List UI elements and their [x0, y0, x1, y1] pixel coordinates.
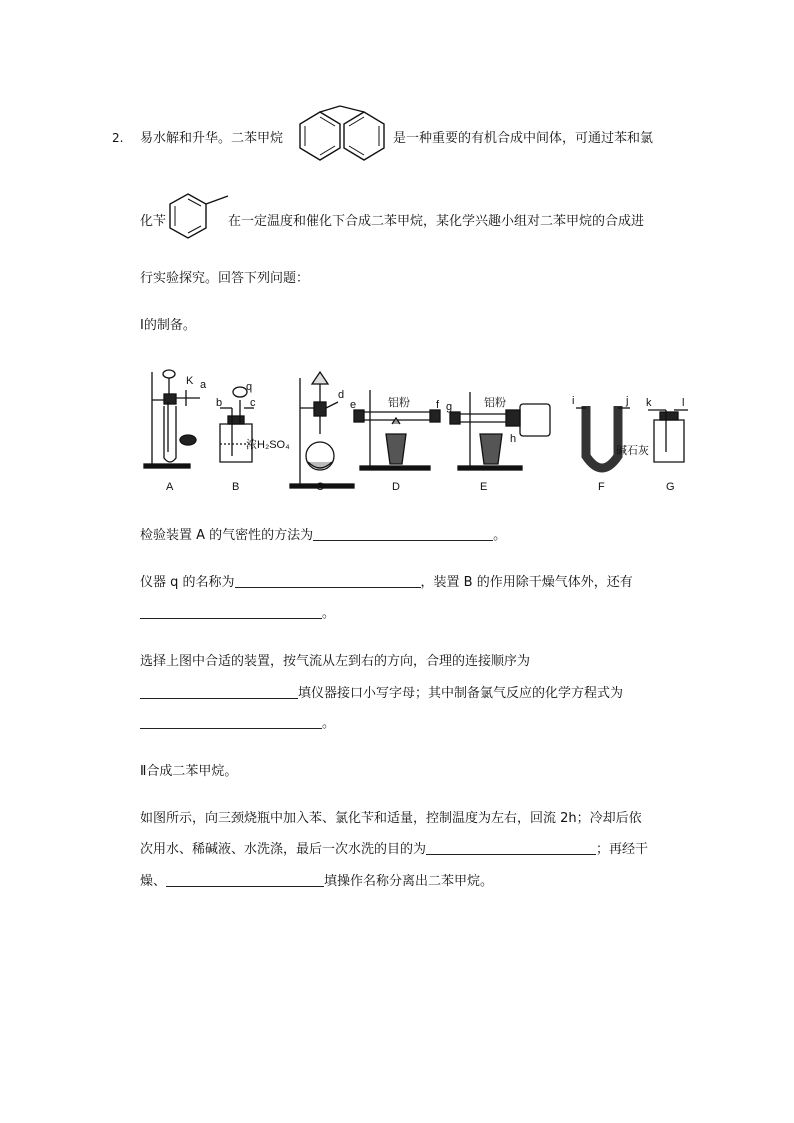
port-q: q: [246, 381, 253, 393]
intro-line-3: 行实验探究。回答下列问题：: [140, 271, 310, 286]
part1-heading: Ⅰ的制备。: [140, 318, 196, 333]
benzyl-chloride-structure: [166, 186, 236, 256]
apparatus-figure: [140, 362, 695, 497]
part2-text-b: ；再经干: [596, 842, 649, 857]
q1-end: 。: [493, 528, 507, 543]
q3-line-2: [140, 684, 623, 704]
port-j: j: [626, 395, 629, 407]
label-a: A: [166, 481, 174, 493]
q3-answer-blank-1[interactable]: [140, 684, 298, 699]
q2-answer-blank-2[interactable]: [140, 604, 322, 619]
label-c: C: [316, 481, 324, 493]
q3-answer-blank-2[interactable]: [140, 714, 322, 729]
label-d: D: [392, 481, 400, 493]
q1-text: 检验装置 A 的气密性的方法为: [140, 528, 314, 543]
apparatus-f: [576, 406, 630, 468]
port-g: g: [446, 401, 453, 413]
reagent-b: 浓H₂SO₄: [246, 439, 290, 451]
part2-line-1: 如图所示，向三颈烧瓶中加入苯、氯化苄和适量，控制温度为左右，回流 2h；冷却后依: [140, 811, 642, 826]
label-e: E: [480, 481, 488, 493]
part2-text-a: 次用水、稀碱液、水洗涤，最后一次水洗的目的为: [140, 842, 427, 857]
port-d: d: [338, 389, 345, 401]
intro-text-d: 在一定温度和催化下合成二苯甲烷，某化学兴趣小组对二苯甲烷的合成进: [228, 214, 645, 229]
part2-text-c: 燥、: [140, 874, 167, 889]
q2-line-2: [140, 604, 335, 624]
part2-answer-blank-1[interactable]: [426, 840, 596, 855]
q3-end: 。: [322, 716, 336, 731]
part2-text-d: 填操作名称分离出二苯甲烷。: [324, 874, 494, 889]
port-f: f: [436, 399, 440, 411]
port-k-a: K: [186, 375, 194, 387]
q2-text-a: 仪器 q 的名称为: [140, 575, 235, 590]
intro-text-b: 是一种重要的有机合成中间体，可通过苯和氯: [393, 131, 654, 146]
port-k-g: k: [646, 397, 652, 409]
part2-line-3: [140, 872, 493, 892]
part2-answer-blank-2[interactable]: [166, 872, 324, 887]
port-b: b: [216, 397, 223, 409]
label-b: B: [232, 481, 240, 493]
q1-line: [140, 526, 506, 546]
intro-text-c: 化苄: [140, 214, 167, 229]
q2-text-b: ，装置 B 的作用除干燥气体外，还有: [420, 575, 633, 590]
powder-e: 铝粉: [484, 397, 506, 409]
q3-line-3: [140, 714, 335, 734]
apparatus-c: [290, 372, 357, 488]
question-number: 2.: [112, 131, 124, 145]
port-c: c: [250, 397, 256, 409]
part2-heading: Ⅱ合成二苯甲烷。: [140, 764, 238, 779]
port-a: a: [200, 379, 207, 391]
port-e: e: [350, 399, 357, 411]
q3-text-b: 填仪器接口小写字母；其中制备氯气反应的化学方程式为: [298, 686, 624, 701]
apparatus-g: [648, 410, 688, 462]
q2-end: 。: [322, 606, 336, 621]
q2-answer-blank-1[interactable]: [235, 573, 421, 588]
diphenylmethane-structure: [290, 102, 405, 174]
reagent-f: 碱石灰: [616, 445, 649, 457]
part2-line-2: [140, 840, 648, 860]
port-i: i: [572, 395, 575, 407]
q3-line-1: 选择上图中合适的装置，按气流从左到右的方向，合理的连接顺序为: [140, 654, 531, 669]
powder-d: 铝粉: [388, 397, 410, 409]
label-g: G: [666, 481, 675, 493]
port-h: h: [510, 433, 517, 445]
intro-text-a: 易水解和升华。二苯甲烷: [140, 131, 284, 146]
q1-answer-blank[interactable]: [313, 526, 493, 541]
q2-line-1: [140, 573, 633, 593]
label-f: F: [598, 481, 605, 493]
port-l: l: [682, 397, 685, 409]
